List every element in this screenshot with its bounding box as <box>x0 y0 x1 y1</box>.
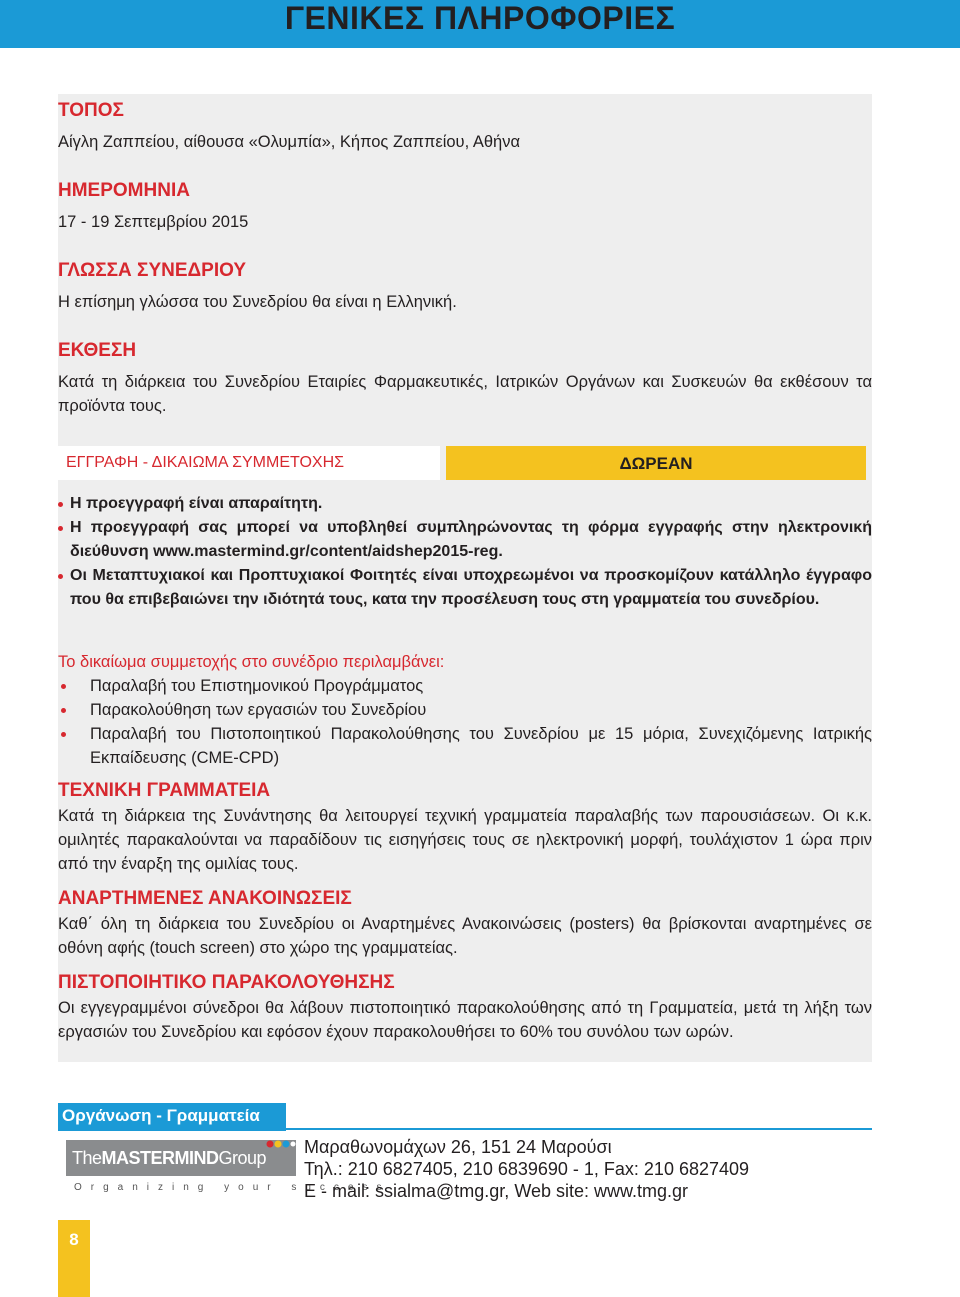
logo-the: The <box>72 1148 102 1168</box>
certificate-heading: ΠΙΣΤΟΠΟΙΗΤΙΚΟ ΠΑΡΑΚΟΛΟΥΘΗΣΗΣ <box>58 972 395 993</box>
exhibition-text: Κατά τη διάρκεια του Συνεδρίου Εταιρίες Φαρμακευτικές, Ιατρικών Οργάνων και Συσκευών θα εκθέσουν τα προϊόντα τους. <box>58 373 872 415</box>
logo-mastermind: MASTERMIND <box>101 1148 219 1168</box>
posters-heading: ΑΝΑΡΤΗΜΕΝΕΣ ΑΝΑΚΟΙΝΩΣΕΙΣ <box>58 888 352 909</box>
page-title: ΓΕΝΙΚΕΣ ΠΛΗΡΟΦΟΡΙΕΣ <box>284 0 676 36</box>
language-heading: ΓΛΩΣΣΑ ΣΥΝΕΔΡΙΟΥ <box>58 260 247 281</box>
contact-phone: Τηλ.: 210 6827405, 210 6839690 - 1, Fax: 210 6827409 <box>304 1159 750 1179</box>
organizer-heading: Οργάνωση - Γραμματεία <box>58 1103 286 1131</box>
logo-dots-icon <box>266 1138 296 1150</box>
registration-label-box <box>58 446 440 480</box>
registration-bullet: Η προεγγραφή σας μπορεί να υποβληθεί συμπληρώνοντας τη φόρμα εγγραφής στην ηλεκτρονική διεύθυνση www.mastermind.gr/content/aidshep2015-reg. <box>58 516 872 564</box>
posters-text: Καθ΄ όλη τη διάρκεια του Συνεδρίου οι Αναρτημένες Ανακοινώσεις (posters) θα βρίσκονται αναρτημένες σε οθόνη αφής (touch screen) στο χώρο της γραμματείας. <box>58 915 872 957</box>
rights-item: Παραλαβή του Πιστοποιητικού Παρακολούθησης του Συνεδρίου με 15 μόρια, Συνεχιζόμενης Ιατρικής Εκπαίδευσης (CME-CPD) <box>58 722 872 770</box>
header-bar <box>0 0 960 48</box>
rights-item: Παραλαβή του Επιστημονικού Προγράμματος <box>58 674 872 698</box>
registration-fee-box <box>446 446 866 480</box>
date-heading: ΗΜΕΡΟΜΗΝΙΑ <box>58 180 190 201</box>
exhibition-heading: ΕΚΘΕΣΗ <box>58 340 137 361</box>
mastermind-logo <box>66 1140 391 1198</box>
certificate-text: Οι εγγεγραμμένοι σύνεδροι θα λάβουν πιστοποιητικό παρακολούθησης από τη Γραμματεία, μετά τη λήξη των εργασιών του Συνεδρίου και εφόσον έχουν παρακολουθήσει το 60% του συνόλου των ωρών. <box>58 999 872 1041</box>
organizer-divider <box>58 1128 872 1130</box>
page-number: 8 <box>69 1230 79 1249</box>
location-text: Αίγλη Ζαππείου, αίθουσα «Ολυμπία», Κήπος Ζαππείου, Αθήνα <box>58 133 520 151</box>
page-number-tab <box>58 1220 90 1297</box>
date-text: 17 - 19 Σεπτεμβρίου 2015 <box>58 213 249 231</box>
contact-block <box>304 1136 749 1202</box>
logo-wordmark <box>72 1148 266 1169</box>
rights-intro: Το δικαίωμα συμμετοχής στο συνέδριο περιλαμβάνει: <box>58 653 445 671</box>
technical-heading: ΤΕΧΝΙΚΗ ΓΡΑΜΜΑΤΕΙΑ <box>58 780 271 801</box>
contact-address: Μαραθωνομάχων 26, 151 24 Μαρούσι <box>304 1137 612 1157</box>
logo-group: Group <box>218 1148 267 1168</box>
logo-tagline: Organizing your success <box>74 1182 391 1193</box>
location-heading: ΤΟΠΟΣ <box>58 100 124 121</box>
registration-bullet: Η προεγγραφή είναι απαραίτητη. <box>58 492 872 516</box>
registration-label: ΕΓΓΡΑΦΗ - ΔΙΚΑΙΩΜΑ ΣΥΜΜΕΤΟΧΗΣ <box>66 454 345 471</box>
rights-item: Παρακολούθηση των εργασιών του Συνεδρίου <box>58 698 872 722</box>
registration-bar <box>58 446 866 482</box>
contact-email: E - mail: ssialma@tmg.gr, Web site: www.tmg.gr <box>304 1181 689 1201</box>
language-text: Η επίσημη γλώσσα του Συνεδρίου θα είναι η Ελληνική. <box>58 293 457 311</box>
info-panel <box>58 94 872 1062</box>
logo-box <box>66 1140 296 1176</box>
registration-fee: ΔΩΡΕΑΝ <box>619 454 693 473</box>
technical-text: Κατά τη διάρκεια της Συνάντησης θα λειτουργεί τεχνική γραμματεία παραλαβής των παρουσιάσεων. Οι κ.κ. ομιλητές παρακαλούνται να παραδίδουν τις εισηγήσεις τους σε ηλεκτρονική μορφή, τουλάχιστον 1 ώρα πριν από την έναρξη της ομιλίας τους. <box>58 807 872 873</box>
registration-bullet: Οι Μεταπτυχιακοί και Προπτυχιακοί Φοιτητές είναι υποχρεωμένοι να προσκομίζουν κατάλληλο έγγραφο που θα επιβεβαιώνει την ιδιότητά τους, κατα την προσέλευση τους στη γραμματεία του συνεδρίου. <box>58 564 872 612</box>
